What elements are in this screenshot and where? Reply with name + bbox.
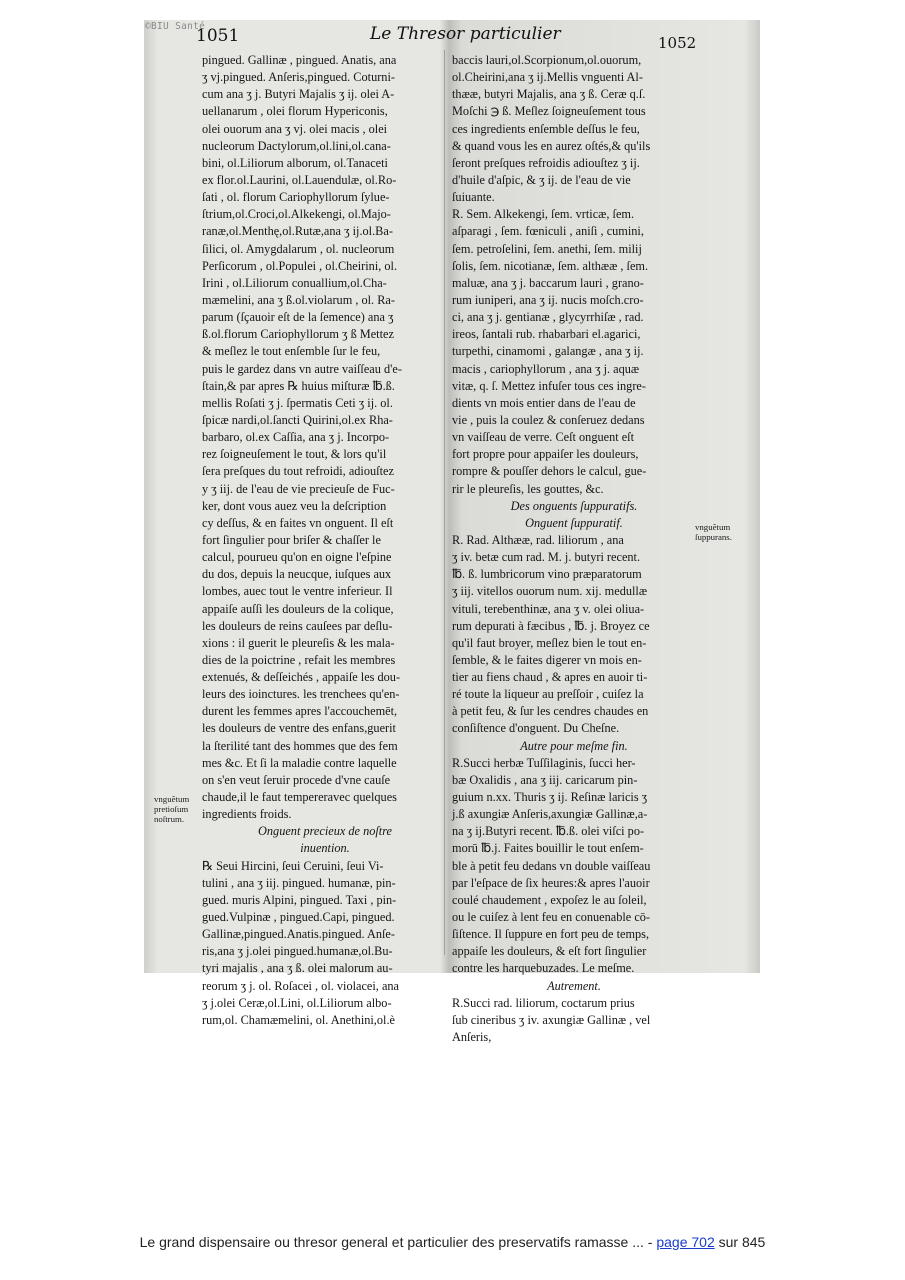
- text-line: ble à petit feu dedans vn double vaiſſeau: [452, 858, 651, 873]
- text-line: fort propre pour appaiſer les douleurs,: [452, 447, 639, 462]
- page-caption: [0, 1234, 905, 1250]
- text-line: du dos, depuis la neucque, iuſques aux: [202, 567, 392, 582]
- text-line: na ʒ ij.Butyri recent. ℔.ß. olei viſci po-: [452, 824, 645, 839]
- text-line: baccis lauri,ol.Scorpionum,ol.ouorum,: [452, 53, 642, 67]
- text-line: ſtain,& par apres ℞ huius miſturæ ℔.ß.: [202, 378, 395, 393]
- text-line: dies de la poictrine , refait les membres: [202, 652, 396, 667]
- text-line: ker, dont vous auez veu la deſcription: [202, 498, 387, 513]
- margin-note-left: [154, 794, 189, 824]
- text-line: ces ingredients enſemble deſſus le feu,: [452, 121, 640, 136]
- text-line: rompre & pouſſer dehors le calcul, gue-: [452, 464, 647, 479]
- text-line: ranæ,ol.Menthę,ol.Rutæ,ana ʒ ij.ol.Ba-: [202, 224, 393, 239]
- caption-total: sur 845: [714, 1234, 766, 1250]
- text-line: lombes, auec tout le ventre inferieur. Il: [202, 584, 393, 599]
- text-line: ris,ana ʒ j.olei pingued.humanæ,ol.Bu-: [202, 944, 393, 959]
- right-column: [452, 52, 696, 1046]
- text-line: par l'eſpace de ſix heures:& apres l'auoir: [452, 875, 650, 890]
- text-line: R.Succi rad. liliorum, coctarum prius: [452, 995, 635, 1010]
- text-line: gued.Vulpinæ , pingued.Capi, pingued.: [202, 910, 395, 925]
- text-line: turpethi, cinamomi , galangæ , ana ʒ ij.: [452, 344, 644, 359]
- text-line: morū ℔.j. Faites bouillir le tout enſem-: [452, 841, 644, 856]
- text-line: ſati , ol. florum Cariophyllorum ſylue-: [202, 190, 390, 205]
- text-line: R. Sem. Alkekengi, ſem. vrticæ, ſem.: [452, 207, 635, 222]
- text-line: cum ana ʒ j. Butyri Majalis ʒ ij. olei A-: [202, 87, 395, 102]
- margin-note-line: vnguẽtum: [695, 522, 731, 532]
- text-line: bæ Oxalidis , ana ʒ iij. caricarum pin-: [452, 772, 638, 787]
- left-column: [202, 52, 448, 1029]
- text-line: parum (ſçauoir eſt de la ſemence) ana ʒ: [202, 310, 394, 325]
- text-line: tyri majalis , ana ʒ ß. olei malorum au-: [202, 961, 393, 976]
- section-heading: Onguent precieux de noſtre: [258, 824, 392, 839]
- margin-note-line: noſtrum.: [154, 814, 185, 824]
- text-line: y ʒ iij. de l'eau de vie precieuſe de Fuc-: [202, 481, 395, 496]
- text-line: conſiſtence d'onguent. Du Cheſne.: [452, 721, 620, 736]
- text-line: ci, ana ʒ j. gentianæ , glycyrrhiſæ , rad.: [452, 310, 644, 325]
- text-line: vn vaiſſeau de verre. Ceſt onguent eſt: [452, 430, 634, 445]
- text-line: appaiſe auſſi les douleurs de la colique,: [202, 601, 394, 616]
- text-line: uellanarum , olei florum Hypericonis,: [202, 104, 388, 119]
- text-line: Irini , ol.Liliorum conuallium,ol.Cha-: [202, 275, 387, 290]
- text-line: calcul, pourueu qu'on en oigne l'eſpine: [202, 550, 392, 565]
- margin-note-line: vnguẽtum: [154, 794, 190, 804]
- watermark: ©BIU Santé: [145, 21, 206, 32]
- text-line: Gallinæ,pingued.Anatis.pingued. Anſe-: [202, 927, 395, 942]
- margin-note-right: [695, 522, 732, 542]
- text-line: ß.ol.florum Cariophyllorum ʒ ß Mettez: [202, 327, 394, 342]
- text-line: xions : il guerit le pleureſis & les mala-: [202, 635, 395, 650]
- text-line: d'huile d'aſpic, & ʒ ij. de l'eau de vie: [452, 172, 631, 187]
- text-line: ℔. ß. lumbricorum vino præparatorum: [452, 567, 642, 582]
- text-line: ol.Cheirini,ana ʒ ij.Mellis vnguenti Al-: [452, 70, 643, 85]
- text-line: aſparagi , ſem. fœniculi , aniſi , cumini,: [452, 224, 644, 239]
- text-line: maluæ, ana ʒ j. baccarum lauri , grano-: [452, 275, 644, 290]
- section-heading: Onguent ſuppuratif.: [525, 515, 623, 530]
- text-line: & quand vous les en aurez oſtés,& qu'ils: [452, 138, 651, 153]
- running-title: Le Thresor particulier: [370, 24, 561, 44]
- text-line: la ſterilité tant des hommes que des fem: [202, 738, 398, 753]
- text-line: rir le pleureſis, les gouttes, &c.: [452, 481, 604, 496]
- text-line: ſub cineribus ʒ iv. axungiæ Gallinæ , vel: [452, 1012, 651, 1027]
- text-line: barbaro, ol.ex Caſſia, ana ʒ j. Incorpo-: [202, 430, 390, 445]
- text-line: mes &c. Et ſi la maladie contre laquelle: [202, 755, 397, 770]
- text-line: ré toute la liqueur au preſſoir , cuiſez la: [452, 687, 644, 702]
- text-line: ʒ iv. betæ cum rad. M. j. butyri recent.: [452, 550, 641, 565]
- text-line: ſem. petroſelini, ſem. anethi, ſem. milij: [452, 241, 642, 256]
- text-line: appaiſe les douleurs, & eſt fort ſingulier: [452, 944, 647, 959]
- text-line: rum iuniperi, ana ʒ ij. nucis moſch.cro-: [452, 292, 644, 307]
- text-line: vituli, terebenthinæ, ana ʒ v. olei oliua-: [452, 601, 645, 616]
- text-line: guium n.xx. Thuris ʒ ij. Reſinæ laricis ʒ: [452, 790, 648, 805]
- text-line: puis le gardez dans vn autre vaiſſeau d'e-: [202, 361, 402, 376]
- page-link[interactable]: page 702: [656, 1234, 715, 1250]
- section-heading: Autrement.: [547, 978, 601, 993]
- text-line: ſilici, ol. Amygdalarum , ol. nucleorum: [202, 241, 395, 256]
- text-line: ingredients froids.: [202, 807, 292, 822]
- text-line: ſemble, & le faites digerer vn mois en-: [452, 652, 642, 667]
- text-line: extenués, & deſſeichés , appaiſe les dou-: [202, 670, 401, 685]
- text-line: les douleurs de ventre des enfans,guerit: [202, 721, 396, 736]
- text-line: ʒ iij. vitellos ouorum num. xij. medullæ: [452, 584, 648, 599]
- text-line: & meſlez le tout enſemble ſur le feu,: [202, 344, 381, 359]
- text-line: chaude,il le faut tempereravec quelques: [202, 790, 397, 805]
- text-line: thææ, butyri Majalis, ana ʒ ß. Ceræ q.ſ.: [452, 87, 646, 102]
- text-line: ſtrium,ol.Croci,ol.Alkekengi, ol.Majo-: [202, 207, 391, 222]
- text-line: leurs des ioinctures. les trenchees qu'en-: [202, 687, 400, 702]
- section-heading: inuention.: [300, 841, 350, 856]
- text-line: ℞ Seui Hircini, ſeui Ceruini, ſeui Vi-: [202, 858, 384, 873]
- text-line: ſuiuante.: [452, 190, 495, 205]
- text-line: rez ſoigneuſement le tout, & lors qu'il: [202, 447, 387, 462]
- margin-note-line: ſuppurans.: [695, 532, 732, 542]
- text-line: R.Succi herbæ Tuſſilaginis, ſucci her-: [452, 755, 636, 770]
- scanned-page: [144, 20, 760, 1045]
- text-line: cy deſſus, & en faites vn onguent. Il eſt: [202, 515, 394, 530]
- text-line: rum depurati à fæcibus , ℔. j. Broyez ce: [452, 618, 650, 633]
- text-line: coulé chaudement , expoſez le au ſoleil,: [452, 892, 647, 907]
- text-line: tier au fiens chaud , & apres en auoir ti-: [452, 670, 648, 685]
- section-heading: Autre pour meſme fin.: [520, 738, 628, 753]
- text-line: dients vn mois entier dans de l'eau de: [452, 395, 636, 410]
- left-page-number: 1051: [196, 26, 240, 46]
- text-line: Anſeris,: [452, 1030, 492, 1045]
- text-line: macis , cariophyllorum , ana ʒ j. aquæ: [452, 361, 640, 376]
- text-line: fort ſingulier pour briſer & chaſſer le: [202, 532, 381, 547]
- text-line: reorum ʒ j. ol. Roſacei , ol. violacei, ana: [202, 978, 400, 993]
- text-line: mæmelini, ana ʒ ß.ol.violarum , ol. Ra-: [202, 292, 395, 307]
- caption-text: Le grand dispensaire ou thresor general et particulier des preservatifs ramasse ... -: [139, 1234, 657, 1250]
- text-line: ireos, ſantali rub. rhabarbari el.agarici,: [452, 327, 641, 342]
- text-line: ſolis, ſem. nicotianæ, ſem. althææ , ſem.: [452, 258, 649, 273]
- text-line: à petit feu, & ſur les cendres chaudes en: [452, 704, 649, 719]
- text-line: Perſicorum , ol.Populei , ol.Cheirini, ol.: [202, 258, 398, 273]
- text-line: ſeront preſques refroidis adiouſtez ʒ ij.: [452, 155, 640, 170]
- right-page-number: 1052: [658, 34, 697, 52]
- text-line: bini, ol.Liliorum alborum, ol.Tanaceti: [202, 155, 388, 170]
- text-line: ſpicæ nardi,ol.ſancti Quirini,ol.ex Rha-: [202, 412, 393, 427]
- section-heading: Des onguents ſuppuratifs.: [510, 498, 638, 513]
- text-line: contre les harquebuzades. Le meſme.: [452, 961, 635, 976]
- text-line: mellis Roſati ʒ j. ſpermatis Ceti ʒ ij. ol.: [202, 395, 393, 410]
- text-line: tulini , ana ʒ iij. pingued. humanæ, pin-: [202, 875, 396, 890]
- text-line: qu'il faut broyer, meſlez bien le tout en-: [452, 635, 647, 650]
- text-line: nucleorum Dactylorum,ol.lini,ol.cana-: [202, 138, 391, 153]
- text-line: olei ouorum ana ʒ vj. olei macis , olei: [202, 121, 388, 136]
- text-line: R. Rad. Althææ, rad. liliorum , ana: [452, 532, 624, 547]
- text-line: ſera preſques du tout refroidi, adiouſtez: [202, 464, 394, 479]
- text-line: gued. muris Alpini, pingued. Taxi , pin-: [202, 892, 397, 907]
- text-line: rum,ol. Chamæmelini, ol. Anethini,ol.è: [202, 1012, 395, 1027]
- text-line: ex flor.ol.Laurini, ol.Lauendulæ, ol.Ro-: [202, 172, 397, 187]
- text-line: ſiſtence. Il ſuppure en fort peu de temps,: [452, 927, 650, 942]
- text-line: vitæ, q. ſ. Mettez infuſer tous ces ingre-: [452, 378, 646, 393]
- text-line: les douleurs de reins cauſees par deſlu-: [202, 618, 393, 633]
- text-line: Moſchi ℈ ß. Meſlez ſoigneuſement tous: [452, 104, 646, 119]
- text-line: ou le cuiſez à lent feu en conuenable cō-: [452, 910, 651, 925]
- text-line: ʒ j.olei Ceræ,ol.Lini, ol.Liliorum albo-: [202, 995, 392, 1010]
- text-line: durent les femmes apres l'accouchemēt,: [202, 704, 398, 719]
- margin-note-line: pretioſum: [154, 804, 189, 814]
- text-line: j.ß axungiæ Anſeris,axungiæ Gallinæ,a-: [452, 807, 648, 822]
- text-line: pingued. Gallinæ , pingued. Anatis, ana: [202, 53, 397, 67]
- text-line: ʒ vj.pingued. Anſeris,pingued. Coturni-: [202, 70, 395, 85]
- text-line: vie , puis la coulez & conſeruez dedans: [452, 412, 645, 427]
- text-line: on s'en veut ſeruir procede d'vne cauſe: [202, 772, 391, 787]
